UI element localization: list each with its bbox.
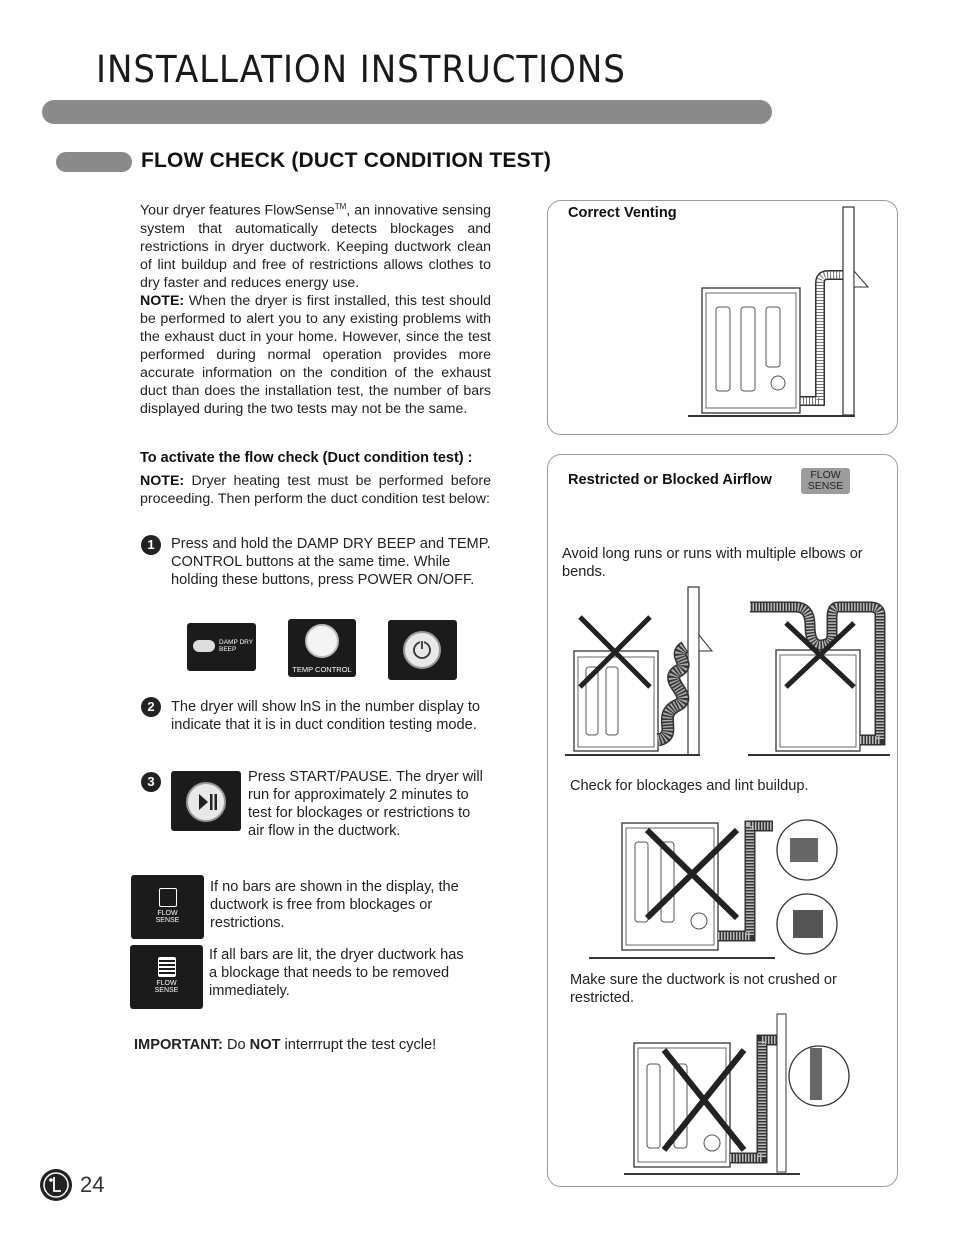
start-pause-button	[171, 771, 241, 831]
flowsense-display-full	[130, 945, 203, 1009]
full-bars-icon	[158, 957, 176, 977]
title-bar	[42, 100, 772, 124]
important-pre: Do	[222, 1037, 250, 1053]
note-text: When the dryer is first installed, this test should be performed to alert you to any existing problems with the exhaust duct in your home. However, since the test performed during normal operation provides more accurate information on the condition of the exhaust duct than does the installation test, the number of bars displayed during the two tests may not be the same.	[140, 293, 491, 417]
damp-dry-label-line1: DAMP DRY	[219, 639, 254, 646]
play-pause-icon	[185, 781, 227, 823]
lg-logo-icon	[39, 1168, 73, 1202]
long-runs-illustration-b	[740, 595, 895, 760]
page-number: 24	[80, 1172, 105, 1197]
step-1-text: Press and hold the DAMP DRY BEEP and TEMP. CONTROL buttons at the same time. While holding these buttons, press POWER ON/OFF.	[171, 536, 491, 588]
temp-control-button	[288, 619, 356, 677]
result-1-text: If no bars are shown in the display, the ductwork is free from blockages or restrictions.	[210, 879, 459, 931]
flowsense-label-1-line1: FLOW	[157, 910, 178, 917]
toggle-icon	[193, 640, 215, 652]
damp-dry-label	[219, 639, 253, 653]
correct-venting-illustration	[680, 205, 880, 425]
flowsense-display-empty	[131, 875, 204, 939]
flowsense-badge	[801, 468, 850, 494]
flowsense-badge-line1: FLOW	[810, 469, 841, 481]
damp-dry-label-line2: BEEP	[219, 646, 237, 653]
flowsense-label-1-line2: SENSE	[155, 917, 180, 924]
knob-icon	[305, 624, 339, 658]
empty-bars-icon	[159, 888, 177, 907]
flowsense-badge-line2: SENSE	[807, 480, 844, 492]
section-pill	[56, 152, 132, 172]
step-number-3: 3	[141, 772, 161, 792]
step-number-2: 2	[141, 697, 161, 717]
important-note	[134, 1036, 436, 1054]
long-runs-illustration-a	[560, 585, 720, 760]
intro-note	[140, 292, 491, 418]
power-icon	[402, 630, 442, 670]
restricted-airflow-label: Restricted or Blocked Airflow	[568, 472, 772, 488]
intro-text-start: Your dryer features FlowSense	[140, 202, 335, 219]
important-not: NOT	[249, 1037, 281, 1053]
crushed-duct-illustration	[620, 1010, 860, 1180]
step-3-text: Press START/PAUSE. The dryer will run for approximately 2 minutes to test for blockages or restrictions to air flow in the ductwork.	[248, 769, 483, 839]
caption-blockages: Check for blockages and lint buildup.	[570, 778, 809, 794]
flowsense-label-2-line2: SENSE	[154, 987, 179, 994]
caption-long-runs: Avoid long runs or runs with multiple elbows or bends.	[562, 546, 863, 580]
activate-note	[140, 472, 491, 508]
important-label: IMPORTANT:	[134, 1037, 223, 1053]
activate-note-text: Dryer heating test must be performed before proceeding. Then perform the duct condition test below:	[140, 473, 491, 507]
blockage-illustration	[585, 808, 845, 963]
important-post: interrrupt the test cycle!	[280, 1037, 437, 1053]
result-2-text: If all bars are lit, the dryer ductwork has a blockage that needs to be removed immediately.	[209, 947, 464, 999]
note-label: NOTE:	[140, 293, 185, 309]
step-number-1: 1	[141, 535, 161, 555]
intro-text-rest: , an innovative sensing system that automatically detects blockages and restrictions in dryer ductwork. Keeping ductwork clean of lint buildup and free of restrictions allows clothes to dry faster and reduces energy use.	[140, 202, 491, 291]
correct-venting-label: Correct Venting	[568, 205, 677, 221]
flowsense-label-1	[131, 910, 204, 924]
step-2-text: The dryer will show lnS in the number display to indicate that it is in duct condition testing mode.	[171, 699, 481, 733]
activate-note-label: NOTE:	[140, 473, 185, 489]
flowsense-label-2-line1: FLOW	[156, 980, 177, 987]
intro-paragraph	[140, 198, 491, 292]
section-title: FLOW CHECK (DUCT CONDITION TEST)	[141, 149, 552, 172]
caption-crushed: Make sure the ductwork is not crushed or restricted.	[570, 972, 837, 1006]
activate-heading: To activate the flow check (Duct condition test) :	[140, 450, 473, 466]
temp-control-label: TEMP CONTROL	[292, 665, 352, 674]
power-button	[388, 620, 457, 680]
page-title: INSTALLATION INSTRUCTIONS	[96, 48, 626, 91]
damp-dry-beep-button	[187, 623, 256, 671]
flowsense-label-2	[130, 980, 203, 994]
trademark: TM	[334, 202, 347, 211]
